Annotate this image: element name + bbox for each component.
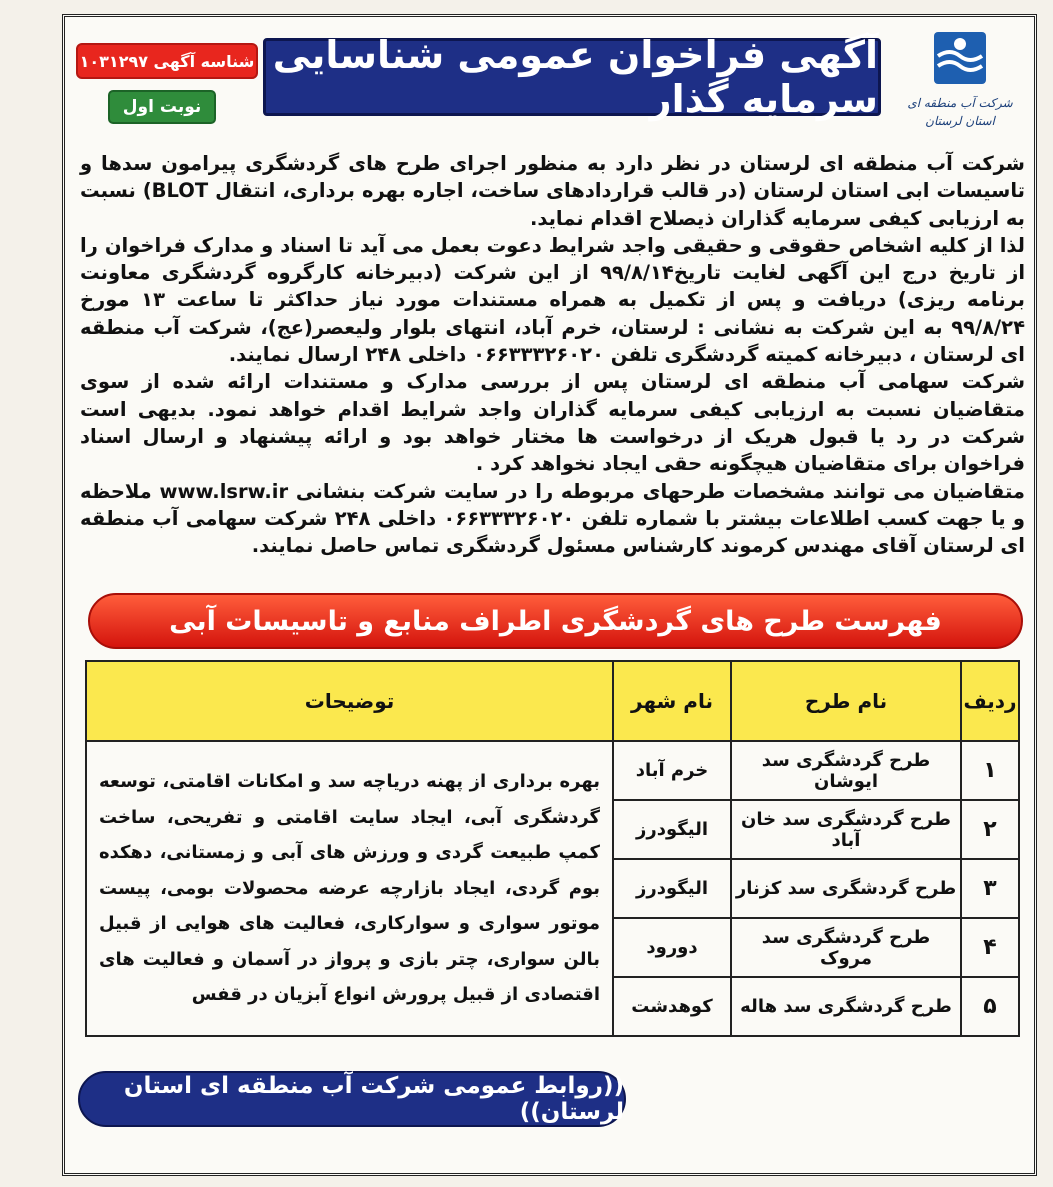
paragraph-intro: شرکت آب منطقه ای لرستان در نظر دارد به منظور اجرای طرح های گردشگری پیرامون سدها و تاسیسات ابی استان لرستان (در قالب قراردادهای ساخت، اجاره بهره برداری، انتقال BLOT) نسبت به ارزیابی کیفی سرمایه گذاران ذیصلاح اقدام نماید. — [80, 152, 1025, 230]
header-row-number: ردیف — [961, 661, 1019, 741]
logo-caption-1: شرکت آب منطقه ای — [907, 96, 1013, 110]
round-badge: نوبت اول — [108, 90, 216, 124]
city-name: دورود — [613, 918, 731, 977]
plans-table — [85, 660, 1020, 1037]
announcement-body — [80, 150, 1025, 590]
paragraph-invitation: لذا از کلیه اشخاص حقوقی و حقیقی واجد شرایط دعوت بعمل می آید تا اسناد و مدارک فراخوان را از تاریخ درج این آگهی لغایت تاریخ۹۹/۸/۱۴ از این شرکت (دبیرخانه کارگروه گردشگری معاونت برنامه ریزی) دریافت و پس از تکمیل به همراه مستندات مورد نیاز حداکثر تا ساعت ۱۳ مورخ ۹۹/۸/۲۴ به این شرکت به نشانی : لرستان، خرم آباد، انتهای بلوار ولیعصر(عج)، شرکت آب منطقه ای لرستان ، دبیرخانه کمیته گردشگری تلفن ۰۶۶۳۳۳۲۶۰۲۰ داخلی ۲۴۸ ارسال نمایند. — [80, 233, 1026, 367]
plan-name: طرح گردشگری سد مروک — [731, 918, 961, 977]
company-logo — [895, 28, 1025, 140]
logo-caption-2: استان لرستان — [925, 114, 995, 128]
row-number: ۴ — [961, 918, 1019, 977]
header-city: نام شهر — [613, 661, 731, 741]
city-name: کوهدشت — [613, 977, 731, 1036]
header-plan-name: نام طرح — [731, 661, 961, 741]
paragraph-review: شرکت سهامی آب منطقه ای لرستان پس از بررسی مدارک و مستندات ارائه شده از سوی متقاضیان نسبت به ارزیابی کیفی سرمایه گذاران واجد شرایط اقدام خواهد نمود. بدیهی است شرکت در رد یا قبول هریک از درخواست ها مختار خواهد بود و ارائه پیشنهاد و ارسال اسناد فراخوان برای متقاضیان هیچگونه حقی ایجاد نخواهد کرد . — [80, 370, 1025, 476]
ad-id-badge: شناسه آگهی ۱۰۳۱۲۹۷ — [76, 43, 258, 79]
row-number: ۵ — [961, 977, 1019, 1036]
plan-name: طرح گردشگری سد کزنار — [731, 859, 961, 918]
header-description: توضیحات — [86, 661, 613, 741]
table-row — [86, 741, 1019, 800]
plans-list-title: فهرست طرح های گردشگری اطراف منابع و تاسیسات آبی — [88, 593, 1023, 649]
plan-name: طرح گردشگری سد خان آباد — [731, 800, 961, 859]
row-number: ۲ — [961, 800, 1019, 859]
public-relations-footer: ((روابط عمومی شرکت آب منطقه ای استان لرستان)) — [78, 1071, 626, 1127]
row-number: ۳ — [961, 859, 1019, 918]
plan-name: طرح گردشگری سد ایوشان — [731, 741, 961, 800]
city-name: الیگودرز — [613, 800, 731, 859]
plans-description: بهره برداری از پهنه دریاچه سد و امکانات اقامتی، توسعه گردشگری آبی، ایجاد سایت اقامتی و تفریحی، ساخت کمپ طبیعت گردی و ورزش های آبی و زمستانی، دهکده بوم گردی، ایجاد بازارچه عرضه محصولات بومی، پیست موتور سواری و سوارکاری، فعالیت های هوایی از قبیل بالن سواری، چتر بازی و پرواز در آسمان و فعالیت های اقتصادی از قبیل پرورش انواع آبزیان در قفس — [86, 741, 613, 1036]
table-header-row — [86, 661, 1019, 741]
city-name: الیگودرز — [613, 859, 731, 918]
plan-name: طرح گردشگری سد هاله — [731, 977, 961, 1036]
row-number: ۱ — [961, 741, 1019, 800]
ad-title: آگهی فراخوان عمومی شناسایی سرمایه گذار — [263, 38, 881, 116]
city-name: خرم آباد — [613, 741, 731, 800]
water-logo-icon — [930, 28, 990, 88]
paragraph-contact: متقاضیان می توانند مشخصات طرحهای مربوطه را در سایت شرکت بنشانی www.lsrw.ir ملاحظه و یا جهت کسب اطلاعات بیشتر با شماره تلفن ۰۶۶۳۳۳۲۶۰۲۰ داخلی ۲۴۸ شرکت سهامی آب منطقه ای لرستان آقای مهندس کرموند کارشناس مسئول گردشگری تماس حاصل نمایند. — [80, 479, 1025, 558]
